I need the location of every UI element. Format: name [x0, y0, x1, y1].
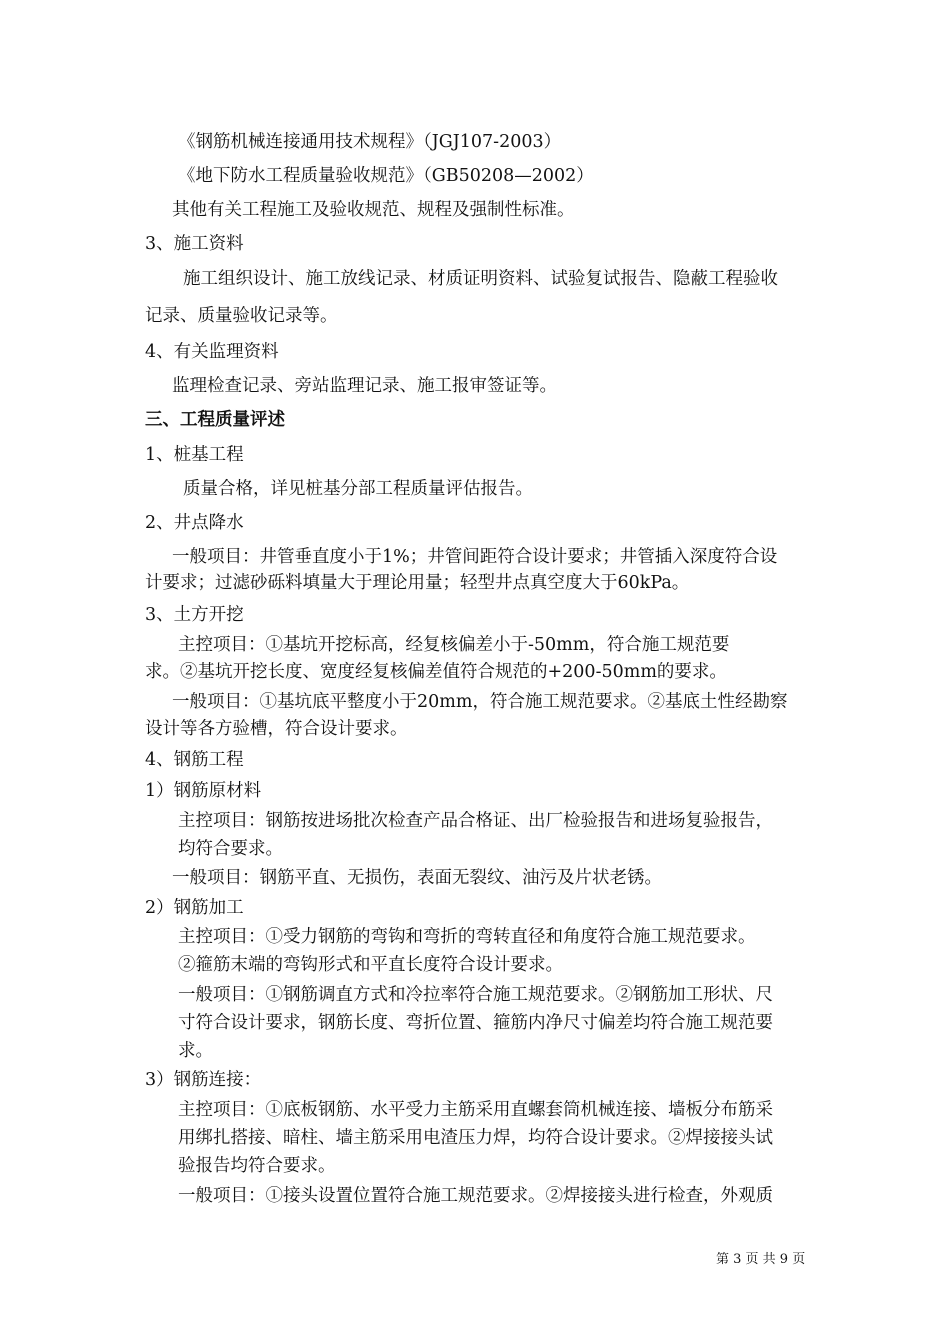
sub-heading-4: 4、钢筋工程	[145, 750, 244, 770]
text-line-29: 寸符合设计要求，钢筋长度、弯折位置、箍筋内净尺寸偏差均符合施工规范要	[178, 1013, 773, 1033]
text-line-33: 用绑扎搭接、暗柱、墙主筋采用电渣压力焊，均符合设计要求。②焊接接头试	[178, 1128, 773, 1148]
chapter-heading: 三、工程质量评述	[145, 410, 285, 430]
text-line-11: 质量合格，详见桩基分部工程质量评估报告。	[183, 479, 533, 499]
text-line-23: 均符合要求。	[178, 839, 283, 859]
text-line-3: 其他有关工程施工及验收规范、规程及强制性标准。	[172, 200, 575, 220]
section-heading-3: 3、施工资料	[145, 234, 244, 254]
item-heading-1: 1）钢筋原材料	[145, 781, 262, 801]
text-line-6: 记录、质量验收记录等。	[145, 306, 338, 326]
text-line-28: 一般项目：①钢筋调直方式和冷拉率符合施工规范要求。②钢筋加工形状、尺	[178, 985, 773, 1005]
text-line-17: 求。②基坑开挖长度、宽度经复核偏差值符合规范的+200-50mm的要求。	[145, 662, 727, 682]
text-line-13: 一般项目：井管垂直度小于1%；井管间距符合设计要求；井管插入深度符合设	[172, 547, 778, 567]
item-heading-2: 2）钢筋加工	[145, 898, 244, 918]
section-heading-4: 4、有关监理资料	[145, 342, 279, 362]
text-line-24: 一般项目：钢筋平直、无损伤，表面无裂纹、油污及片状老锈。	[172, 868, 662, 888]
text-line-5: 施工组织设计、施工放线记录、材质证明资料、试验复试报告、隐蔽工程验收	[183, 269, 778, 289]
text-line-14: 计要求；过滤砂砾料填量大于理论用量；轻型井点真空度大于60kPa。	[145, 573, 690, 593]
text-line-18: 一般项目：①基坑底平整度小于20mm，符合施工规范要求。②基底土性经勘察	[172, 692, 788, 712]
text-line-26: 主控项目：①受力钢筋的弯钩和弯折的弯转直径和角度符合施工规范要求。	[178, 927, 756, 947]
sub-heading-2: 2、井点降水	[145, 513, 244, 533]
text-line-1: 《钢筋机械连接通用技术规程》（JGJ107-2003）	[178, 132, 562, 152]
text-line-2: 《地下防水工程质量验收规范》（GB50208—2002）	[178, 166, 594, 186]
text-line-8: 监理检查记录、旁站监理记录、施工报审签证等。	[172, 376, 557, 396]
item-heading-3: 3）钢筋连接：	[145, 1070, 262, 1090]
text-line-22: 主控项目：钢筋按进场批次检查产品合格证、出厂检验报告和进场复验报告，	[178, 811, 773, 831]
text-line-30: 求。	[178, 1041, 213, 1061]
text-line-35: 一般项目：①接头设置位置符合施工规范要求。②焊接接头进行检查，外观质	[178, 1186, 773, 1206]
sub-heading-1: 1、桩基工程	[145, 445, 244, 465]
sub-heading-3: 3、土方开挖	[145, 605, 244, 625]
text-line-16: 主控项目：①基坑开挖标高，经复核偏差小于-50mm，符合施工规范要	[178, 635, 730, 655]
text-line-19: 设计等各方验槽，符合设计要求。	[145, 719, 408, 739]
page-number-footer: 第 3 页 共 9 页	[716, 1252, 806, 1267]
text-line-34: 验报告均符合要求。	[178, 1156, 336, 1176]
text-line-27: ②箍筋末端的弯钩形式和平直长度符合设计要求。	[178, 955, 563, 975]
text-line-32: 主控项目：①底板钢筋、水平受力主筋采用直螺套筒机械连接、墙板分布筋采	[178, 1100, 773, 1120]
